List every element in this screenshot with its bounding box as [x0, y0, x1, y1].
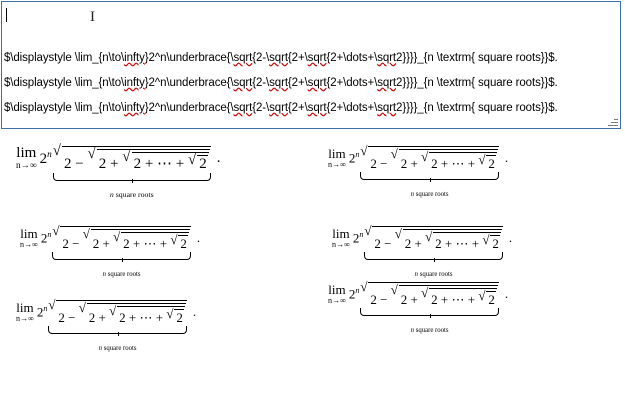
underbrace — [48, 326, 187, 334]
limit-operator: lim n→∞ — [20, 225, 38, 249]
radical-inner: √ 2 + ⋯ + √ 2 — [109, 304, 185, 326]
coefficient: 2$^n$ — [348, 149, 360, 166]
underbrace-label: n square roots — [98, 345, 137, 352]
radical-outer: √ 2 − √ 2 + √ 2 + ⋯ + √ 2 — [53, 144, 211, 173]
coefficient: 2$^n$ — [348, 285, 360, 302]
limit-operator: lim n→∞ — [332, 225, 350, 249]
underbrace-label: n square roots — [414, 271, 453, 278]
resize-handle[interactable] — [607, 115, 619, 127]
text-cursor-icon: I — [90, 9, 95, 25]
radical-last: √ 2 — [478, 153, 496, 172]
trailing-period: . — [504, 286, 509, 301]
formula-right-2 — [332, 224, 513, 278]
radical-last: √ 2 — [170, 233, 188, 252]
trailing-period: . — [504, 150, 509, 165]
underbrace-group — [360, 144, 499, 198]
radical-outer: √ 2 − √ 2 + √ 2 + ⋯ + √ 2 — [52, 224, 191, 252]
radical-last: √ 2 — [188, 153, 208, 173]
underbrace — [364, 252, 503, 260]
text-caret — [6, 8, 7, 22]
editor-line[interactable] — [2, 46, 620, 71]
radical-mid: √ 2 + √ 2 + ⋯ + √ 2 — [391, 147, 498, 172]
trailing-period: . — [216, 150, 221, 166]
underbrace-group — [48, 298, 187, 352]
radical-last: √ 2 — [166, 307, 184, 326]
radical-last: √ 2 — [482, 233, 500, 252]
editor-line-text: $\displaystyle \lim_{n\to\infty}2^n\underbrace{\sqrt{2-\sqrt{2+\sqrt{2+\dots+\sqrt2}}}}_{n \textrm{ square roots}}$. — [4, 52, 558, 64]
underbrace-label: n square roots — [109, 190, 154, 199]
formula-left-1 — [16, 144, 221, 199]
radical-outer: √ 2 − √ 2 + √ 2 + ⋯ + √ 2 — [360, 280, 499, 308]
coefficient: 2$^n$ — [40, 229, 52, 246]
formula-left-2 — [20, 224, 201, 278]
coefficient: 2$^n$ — [39, 149, 52, 167]
radical-inner: √ 2 + ⋯ + √ 2 — [122, 150, 209, 173]
trailing-period: . — [196, 230, 201, 245]
editor-line-text: $\displaystyle \lim_{n\to\infty}2^n\underbrace{\sqrt{2-\sqrt{2+\sqrt{2+\dots+\sqrt2}}}}_{n \textrm{ square roots}}$. — [4, 102, 558, 114]
underbrace-group — [53, 144, 211, 199]
editor-lines — [2, 46, 620, 121]
formula-right-3 — [328, 280, 509, 334]
radical-outer: √ 2 − √ 2 + √ 2 + ⋯ + √ 2 — [48, 298, 187, 326]
underbrace-group — [360, 280, 499, 334]
rendered-formula-area — [0, 132, 625, 400]
coefficient: 2$^n$ — [36, 303, 48, 320]
radical-mid: √ 2 + √ 2 + ⋯ + √ 2 — [391, 283, 498, 308]
underbrace-label: n square roots — [410, 327, 449, 334]
radical-inner: √ 2 + ⋯ + √ 2 — [421, 286, 497, 308]
editor-text-area[interactable] — [2, 2, 620, 128]
underbrace-group — [364, 224, 503, 278]
underbrace — [52, 252, 191, 260]
radical-mid: √ 2 + √ 2 + ⋯ + √ 2 — [79, 301, 186, 326]
radical-outer: √ 2 − √ 2 + √ 2 + ⋯ + √ 2 — [360, 144, 499, 172]
underbrace-group — [52, 224, 191, 278]
radical-mid: √ 2 + √ 2 + ⋯ + √ 2 — [395, 227, 502, 252]
formula-right-1 — [328, 144, 509, 198]
editor-line[interactable] — [2, 71, 620, 96]
latex-source-editor[interactable] — [1, 1, 621, 129]
limit-operator: lim n→∞ — [16, 144, 37, 171]
underbrace-label: n square roots — [410, 191, 449, 198]
radical-last: √ 2 — [478, 289, 496, 308]
radical-outer: √ 2 − √ 2 + √ 2 + ⋯ + √ 2 — [364, 224, 503, 252]
underbrace — [360, 172, 499, 180]
coefficient: 2$^n$ — [352, 229, 364, 246]
formula-left-3 — [16, 298, 197, 352]
radical-inner: √ 2 + ⋯ + √ 2 — [113, 230, 189, 252]
underbrace-label: n square roots — [102, 271, 141, 278]
trailing-period: . — [508, 230, 513, 245]
trailing-period: . — [192, 304, 197, 319]
underbrace — [360, 308, 499, 316]
radical-mid: √ 2 + √ 2 + ⋯ + √ 2 — [88, 147, 210, 173]
editor-line-text: $\displaystyle \lim_{n\to\infty}2^n\underbrace{\sqrt{2-\sqrt{2+\sqrt{2+\dots+\sqrt2}}}}_{n \textrm{ square roots}}$. — [4, 77, 558, 89]
limit-operator: lim n→∞ — [16, 299, 34, 323]
radical-mid: √ 2 + √ 2 + ⋯ + √ 2 — [83, 227, 190, 252]
underbrace — [53, 173, 211, 181]
editor-line[interactable] — [2, 96, 620, 121]
limit-operator: lim n→∞ — [328, 281, 346, 305]
radical-inner: √ 2 + ⋯ + √ 2 — [425, 230, 501, 252]
radical-inner: √ 2 + ⋯ + √ 2 — [421, 150, 497, 172]
limit-operator: lim n→∞ — [328, 145, 346, 169]
